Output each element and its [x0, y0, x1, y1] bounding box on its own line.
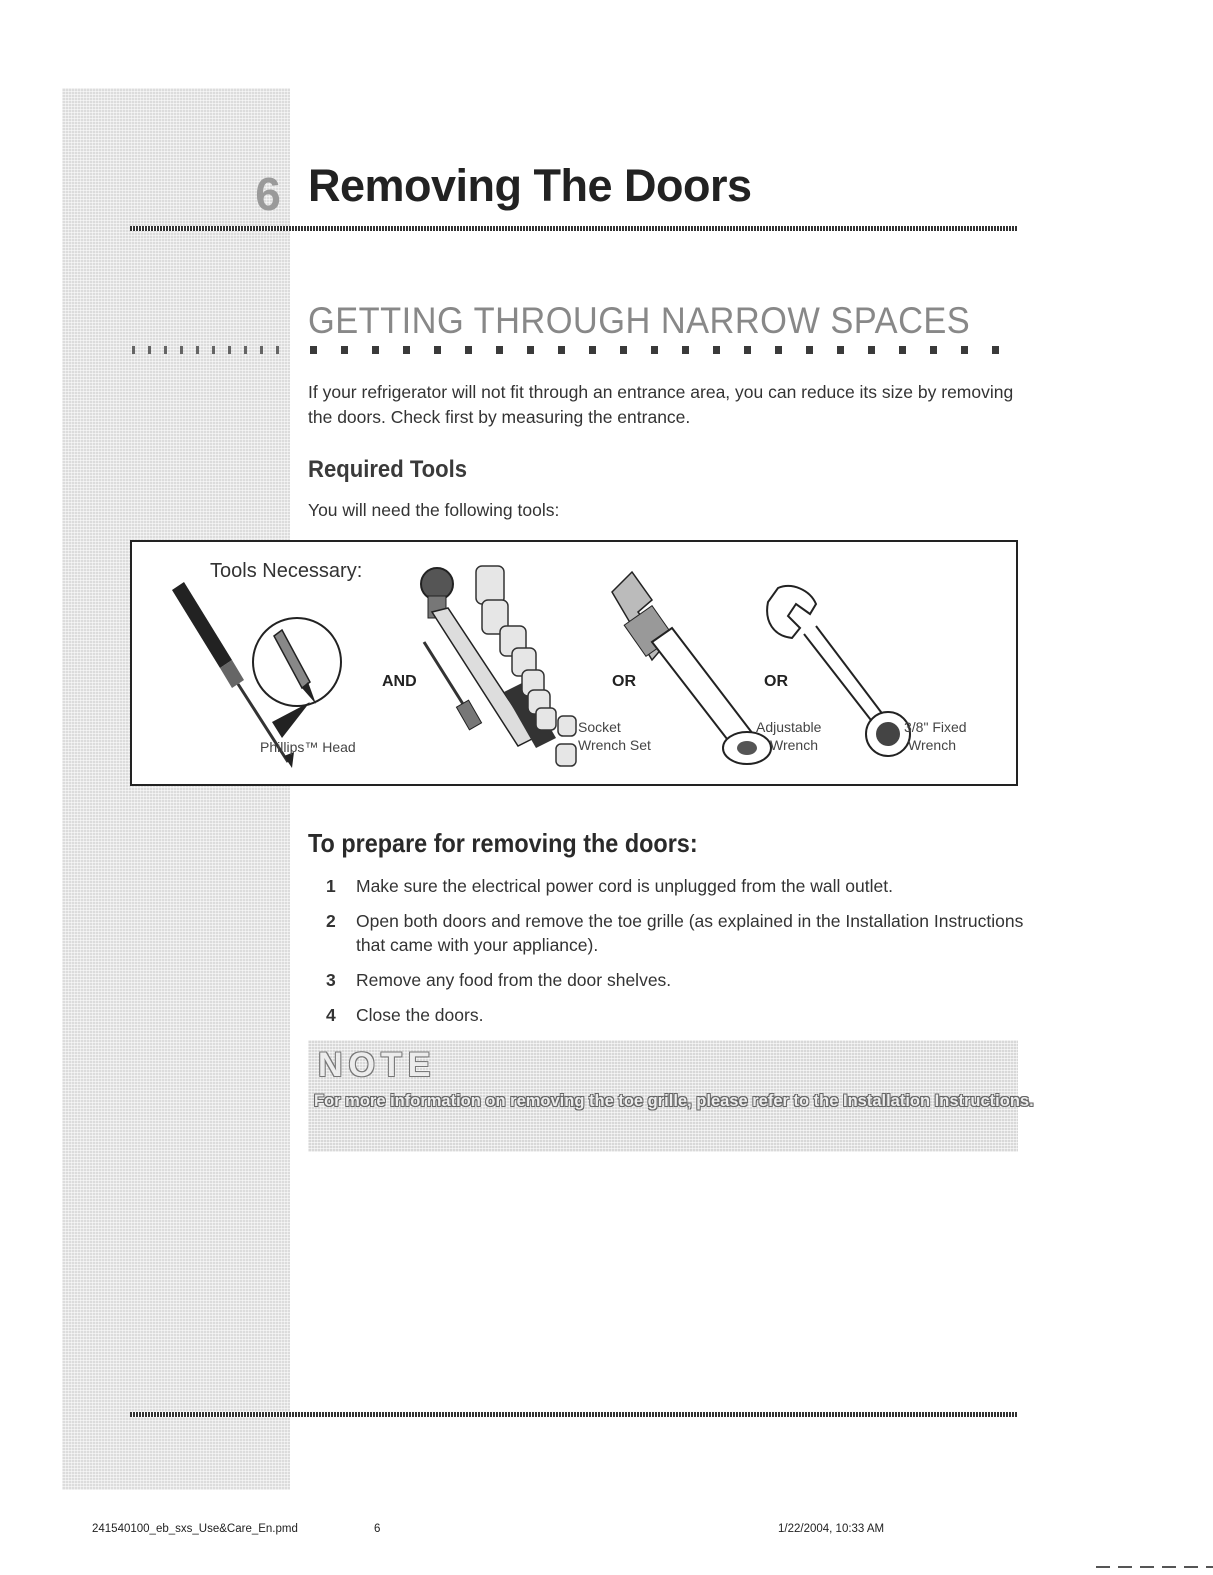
phillips-head-label: Phillips™ Head: [260, 739, 356, 755]
sidebar-band: [62, 88, 290, 1490]
intro-paragraph: If your refrigerator will not fit through an entrance area, you can reduce its size by removing the doors. Check first by measuring the entrance.: [308, 382, 1014, 427]
tools-illustration: [132, 542, 1016, 784]
step-text: Remove any food from the door shelves.: [356, 970, 672, 990]
note-text: For more information on removing the toe grille, please refer to the Installation Instructions.: [314, 1092, 1034, 1110]
list-item: [326, 874, 1026, 898]
socket-wrench-label-2: Wrench Set: [578, 737, 651, 753]
note-label: NOTE: [318, 1046, 437, 1084]
tools-figure-title: Tools Necessary:: [210, 560, 363, 582]
list-item: [326, 909, 1026, 957]
chapter-number: 6: [255, 168, 281, 220]
title-dotted-rule: [130, 226, 1018, 231]
fixed-wrench-label-2: Wrench: [908, 737, 956, 753]
page-title: Removing The Doors: [308, 160, 752, 211]
step-text: Make sure the electrical power cord is unplugged from the wall outlet.: [356, 876, 893, 896]
prepare-heading: To prepare for removing the doors:: [308, 828, 698, 858]
section-heading: GETTING THROUGH NARROW SPACES: [308, 300, 971, 341]
list-item: [326, 1003, 1026, 1027]
required-tools-heading: Required Tools: [308, 456, 468, 483]
sidebar-dotted-rule: [132, 346, 282, 354]
adjustable-wrench-label: Adjustable: [756, 719, 822, 735]
required-tools-lead: You will need the following tools:: [308, 500, 560, 520]
socket-wrench-set-icon: [421, 566, 576, 766]
tools-figure: [130, 540, 1018, 786]
footer-timestamp: 1/22/2004, 10:33 AM: [778, 1523, 885, 1535]
list-item: [326, 968, 1026, 992]
bottom-dotted-rule: [130, 1412, 1018, 1417]
footer-filename: 241540100_eb_sxs_Use&Care_En.pmd: [92, 1523, 298, 1535]
step-number: 4: [326, 1005, 336, 1025]
conjunction-or-2: OR: [764, 673, 788, 690]
adjustable-wrench-label-2: Wrench: [770, 737, 818, 753]
step-number: 2: [326, 911, 336, 931]
socket-wrench-label: Socket: [578, 719, 621, 735]
square-dotted-rule: [310, 346, 1020, 354]
crop-marks: [1096, 1566, 1213, 1568]
note-box: [308, 1040, 1034, 1152]
step-number: 3: [326, 970, 336, 990]
step-text: Open both doors and remove the toe grille (as explained in the Installation Instructions that came with your appliance).: [356, 911, 1024, 955]
conjunction-and: AND: [382, 673, 417, 690]
adjustable-wrench-icon: [612, 572, 771, 764]
step-text: Close the doors.: [356, 1005, 484, 1025]
conjunction-or-1: OR: [612, 673, 636, 690]
step-number: 1: [326, 876, 336, 896]
fixed-wrench-label: 3/8" Fixed: [904, 719, 967, 735]
footer-page-number: 6: [374, 1523, 381, 1535]
prepare-steps-list: [326, 874, 1026, 1038]
